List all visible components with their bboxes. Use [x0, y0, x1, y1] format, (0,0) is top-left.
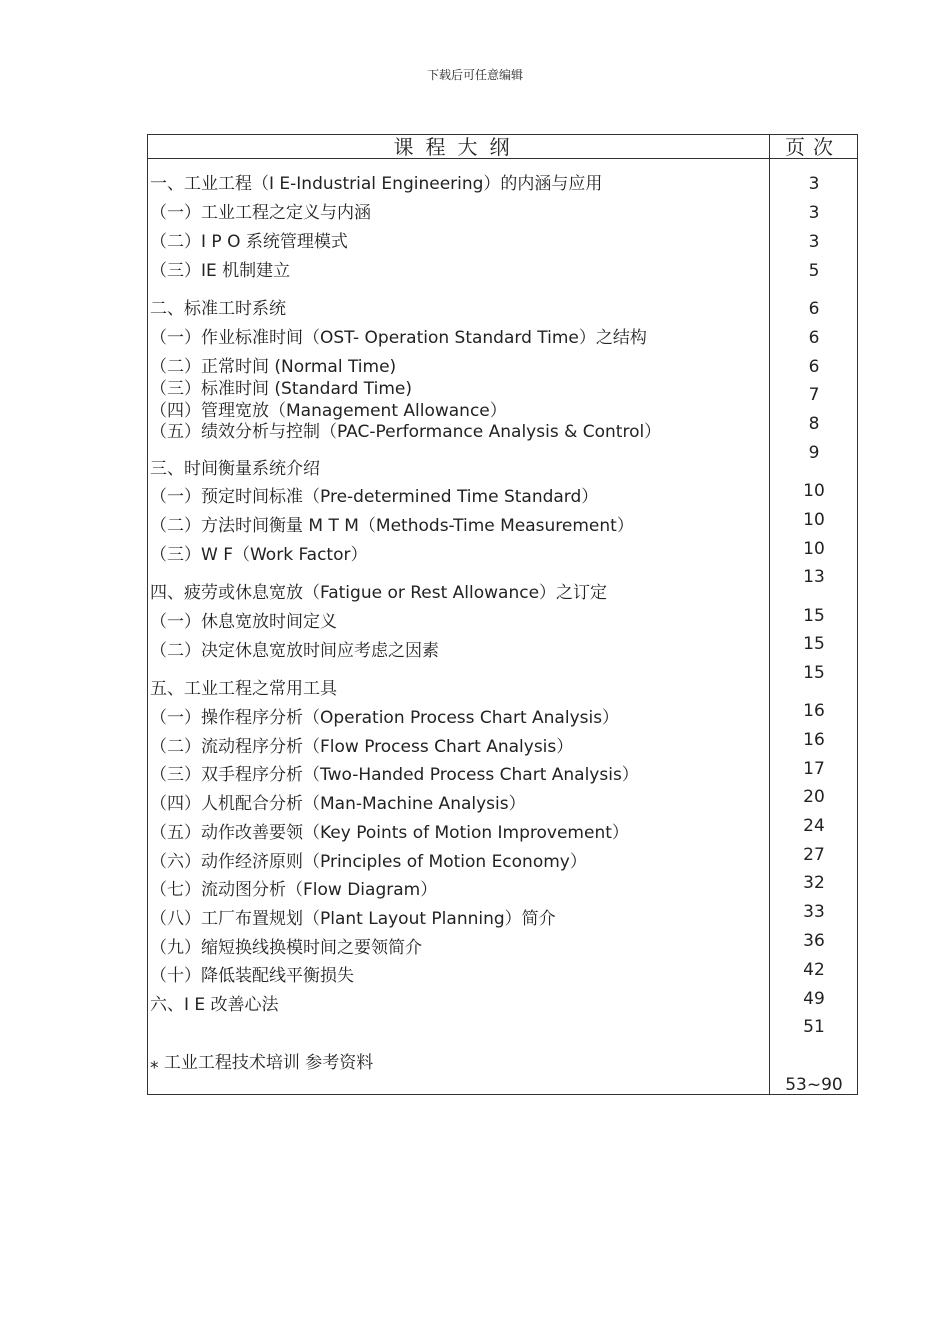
outline-item: 五、工业工程之常用工具	[150, 679, 337, 699]
page-number: 20	[803, 787, 825, 807]
outline-item: （一）休息宽放时间定义	[150, 612, 337, 632]
outline-item: 六、I E 改善心法	[150, 995, 279, 1015]
table-title: 课程大纲	[393, 135, 522, 159]
page-number: 49	[803, 989, 825, 1009]
page-number: 16	[803, 701, 825, 721]
outline-item: （三）标准时间 (Standard Time)	[150, 379, 413, 399]
outline-item: （八）工厂布置规划（Plant Layout Planning）简介	[150, 909, 556, 929]
outline-item: （六）动作经济原则（Principles of Motion Economy）	[150, 852, 587, 872]
page-number: 3	[808, 174, 820, 194]
page-number: 13	[803, 567, 825, 587]
page-number: 24	[803, 816, 825, 836]
page-column-header: 页次	[785, 135, 841, 159]
page-number: 53~90	[785, 1075, 843, 1095]
outline-item: 三、时间衡量系统介绍	[150, 459, 320, 479]
outline-item: （二）方法时间衡量 M T M（Methods-Time Measurement）	[150, 516, 634, 536]
page-number: 3	[808, 203, 820, 223]
page-number: 27	[803, 845, 825, 865]
page-number: 51	[803, 1017, 825, 1037]
page-number: 10	[803, 510, 825, 530]
outline-item: （一）操作程序分析（Operation Process Chart Analysis）	[150, 708, 620, 728]
page-number: 33	[803, 902, 825, 922]
page-number: 3	[808, 232, 820, 252]
page-number: 6	[808, 328, 820, 348]
outline-item: （四）管理宽放（Management Allowance）	[150, 401, 507, 421]
outline-item: （二）流动程序分析（Flow Process Chart Analysis）	[150, 737, 574, 757]
outline-item: （四）人机配合分析（Man-Machine Analysis）	[150, 794, 526, 814]
outline-item: 一、工业工程（I E-Industrial Engineering）的内涵与应用	[150, 174, 603, 194]
outline-item: （三）IE 机制建立	[150, 261, 291, 281]
page-number: 7	[808, 385, 820, 405]
outline-item: （十）降低装配线平衡损失	[150, 966, 354, 986]
page-number: 10	[803, 539, 825, 559]
outline-item: （二）决定休息宽放时间应考虑之因素	[150, 641, 439, 661]
outline-item: （三）W F（Work Factor）	[150, 545, 368, 565]
outline-item: （九）缩短换线换模时间之要领简介	[150, 938, 422, 958]
page-number: 10	[803, 481, 825, 501]
outline-item: （三）双手程序分析（Two-Handed Process Chart Analysis）	[150, 765, 639, 785]
outline-item: （七）流动图分析（Flow Diagram）	[150, 880, 438, 900]
outline-item: 四、疲劳或休息宽放（Fatigue or Rest Allowance）之订定	[150, 583, 608, 603]
outline-item: （一）作业标准时间（OST- Operation Standard Time）之结构	[150, 328, 647, 348]
page-number: 9	[808, 443, 820, 463]
outline-item: ⁎ 工业工程技术培训 参考资料	[150, 1053, 374, 1073]
page-number: 15	[803, 663, 825, 683]
outline-item: （五）绩效分析与控制（PAC-Performance Analysis & Control）	[150, 422, 662, 442]
outline-item: 二、标准工时系统	[150, 299, 286, 319]
page-number: 32	[803, 873, 825, 893]
page-number: 42	[803, 960, 825, 980]
outline-item: （五）动作改善要领（Key Points of Motion Improvement）	[150, 823, 629, 843]
page-number: 17	[803, 759, 825, 779]
outline-item: （二）正常时间 (Normal Time)	[150, 357, 397, 377]
page-number: 36	[803, 931, 825, 951]
page-number: 16	[803, 730, 825, 750]
page-number: 6	[808, 357, 820, 377]
page-number: 8	[808, 414, 820, 434]
page-number: 6	[808, 299, 820, 319]
outline-item: （一）预定时间标准（Pre-determined Time Standard）	[150, 487, 599, 507]
header-note: 下载后可任意编辑	[426, 68, 523, 82]
outline-item: （一）工业工程之定义与内涵	[150, 203, 371, 223]
page-number: 15	[803, 606, 825, 626]
page-number: 5	[808, 261, 820, 281]
outline-item: （二）I P O 系统管理模式	[150, 232, 348, 252]
page-number: 15	[803, 634, 825, 654]
